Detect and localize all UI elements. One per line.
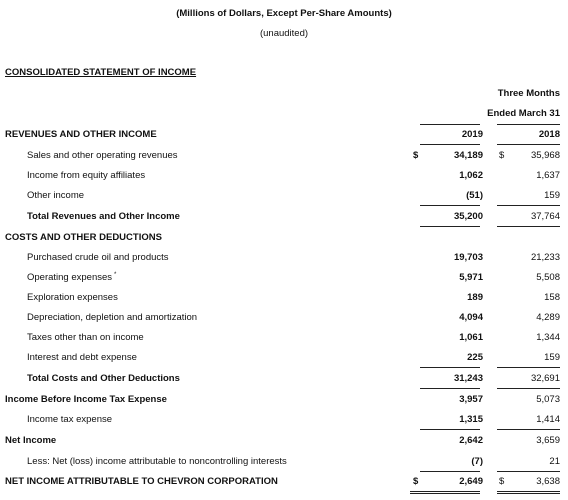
total-row xyxy=(0,207,568,227)
value-2019: (7) xyxy=(471,456,483,467)
value-2018: 21,233 xyxy=(530,252,560,263)
value-2019: 35,200 xyxy=(453,211,483,222)
year-2018-header: 2018 xyxy=(538,129,560,140)
currency-symbol: $ xyxy=(413,150,419,161)
period-heading-line2: Ended March 31 xyxy=(487,108,560,119)
value-2019: 2,649 xyxy=(459,476,483,487)
table-row xyxy=(0,248,568,268)
row-label: Total Costs and Other Deductions xyxy=(27,373,180,384)
row-label: Sales and other operating revenues xyxy=(27,150,178,161)
value-2018: 5,508 xyxy=(536,272,560,283)
pretax-row xyxy=(0,390,568,410)
row-label: Purchased crude oil and products xyxy=(27,252,169,263)
value-2018: 1,344 xyxy=(536,332,560,343)
period-heading-line1: Three Months xyxy=(497,88,560,99)
value-2018: 1,414 xyxy=(536,414,560,425)
value-2018: 4,289 xyxy=(536,312,560,323)
total-rule-2019 xyxy=(420,226,480,227)
value-2019: 19,703 xyxy=(453,252,483,263)
value-2018: 159 xyxy=(544,190,560,201)
rule-2019-under-year xyxy=(420,144,480,145)
value-2019: 1,062 xyxy=(459,170,483,181)
double-rule-2018-b xyxy=(497,493,560,494)
double-rule-2019-a xyxy=(410,491,480,492)
section-revenues-label: REVENUES AND OTHER INCOME xyxy=(5,129,157,140)
value-2018: 21 xyxy=(549,456,560,467)
table-row xyxy=(0,186,568,206)
net-attributable-row xyxy=(0,472,568,492)
statement-title: CONSOLIDATED STATEMENT OF INCOME xyxy=(5,67,197,78)
value-2018: 3,638 xyxy=(536,476,560,487)
row-label-text: Operating expenses xyxy=(27,272,113,283)
table-row xyxy=(0,268,568,288)
value-2019: 4,094 xyxy=(459,312,483,323)
subtotal-rule-2019 xyxy=(420,429,480,430)
row-label: Net Income xyxy=(5,435,57,446)
value-2018: 5,073 xyxy=(536,394,560,405)
units-heading: (Millions of Dollars, Except Per-Share Amounts) xyxy=(176,8,392,19)
row-label: Exploration expenses xyxy=(27,292,118,303)
row-label: Income Before Income Tax Expense xyxy=(5,394,167,405)
value-2018: 1,637 xyxy=(536,170,560,181)
section-costs-label: COSTS AND OTHER DEDUCTIONS xyxy=(5,232,162,243)
table-row xyxy=(0,328,568,348)
year-header-row xyxy=(0,125,568,145)
currency-symbol: $ xyxy=(499,150,505,161)
total-rule-2018 xyxy=(497,388,560,389)
row-label: Income from equity affiliates xyxy=(27,170,146,181)
row-label: Taxes other than on income xyxy=(27,332,144,343)
total-row xyxy=(0,369,568,389)
subtotal-rule-2018 xyxy=(497,205,560,206)
table-row xyxy=(0,166,568,186)
value-2019: 3,957 xyxy=(459,394,483,405)
value-2019: 34,189 xyxy=(453,150,483,161)
rule-2019-top xyxy=(420,124,480,125)
row-label: Depreciation, depletion and amortization xyxy=(27,312,198,323)
value-2019: 2,642 xyxy=(459,435,483,446)
row-label: Less: Net (loss) income attributable to noncontrolling interests xyxy=(27,456,287,467)
unaudited-note: (unaudited) xyxy=(259,28,309,39)
value-2018: 37,764 xyxy=(530,211,560,222)
row-label: Income tax expense xyxy=(27,414,113,425)
table-row xyxy=(0,146,568,166)
total-rule-2018 xyxy=(497,226,560,227)
value-2018: 158 xyxy=(544,292,560,303)
currency-symbol: $ xyxy=(413,476,419,487)
currency-symbol: $ xyxy=(499,476,505,487)
total-rule-2019 xyxy=(420,388,480,389)
value-2018: 159 xyxy=(544,352,560,363)
row-label: Total Revenues and Other Income xyxy=(27,211,180,222)
year-2019-header: 2019 xyxy=(461,129,483,140)
table-row xyxy=(0,308,568,328)
row-label: NET INCOME ATTRIBUTABLE TO CHEVRON CORPORATION xyxy=(5,476,278,487)
rule-2018-top xyxy=(497,124,560,125)
table-row xyxy=(0,288,568,308)
rule-2018-under-year xyxy=(497,144,560,145)
footnote-marker: * xyxy=(114,272,117,278)
double-rule-2018-a xyxy=(497,491,560,492)
value-2019: 225 xyxy=(467,352,483,363)
subtotal-rule-2018 xyxy=(497,429,560,430)
table-row xyxy=(0,410,568,430)
subtotal-rule-2018 xyxy=(497,367,560,368)
value-2019: 1,315 xyxy=(459,414,483,425)
table-row xyxy=(0,348,568,368)
row-label: Interest and debt expense xyxy=(27,352,137,363)
value-2019: 189 xyxy=(467,292,483,303)
net-income-row xyxy=(0,431,568,451)
section-header-row xyxy=(0,228,568,248)
value-2018: 35,968 xyxy=(530,150,560,161)
value-2019: 1,061 xyxy=(459,332,483,343)
value-2019: (51) xyxy=(466,190,483,201)
row-label: Other income xyxy=(27,190,85,201)
double-rule-2019-b xyxy=(410,493,480,494)
subtotal-rule-2019 xyxy=(420,205,480,206)
value-2018: 3,659 xyxy=(536,435,560,446)
value-2019: 5,971 xyxy=(459,272,483,283)
subtotal-rule-2019 xyxy=(420,367,480,368)
row-label xyxy=(27,272,116,283)
value-2018: 32,691 xyxy=(530,373,560,384)
value-2019: 31,243 xyxy=(453,373,483,384)
table-row xyxy=(0,452,568,472)
